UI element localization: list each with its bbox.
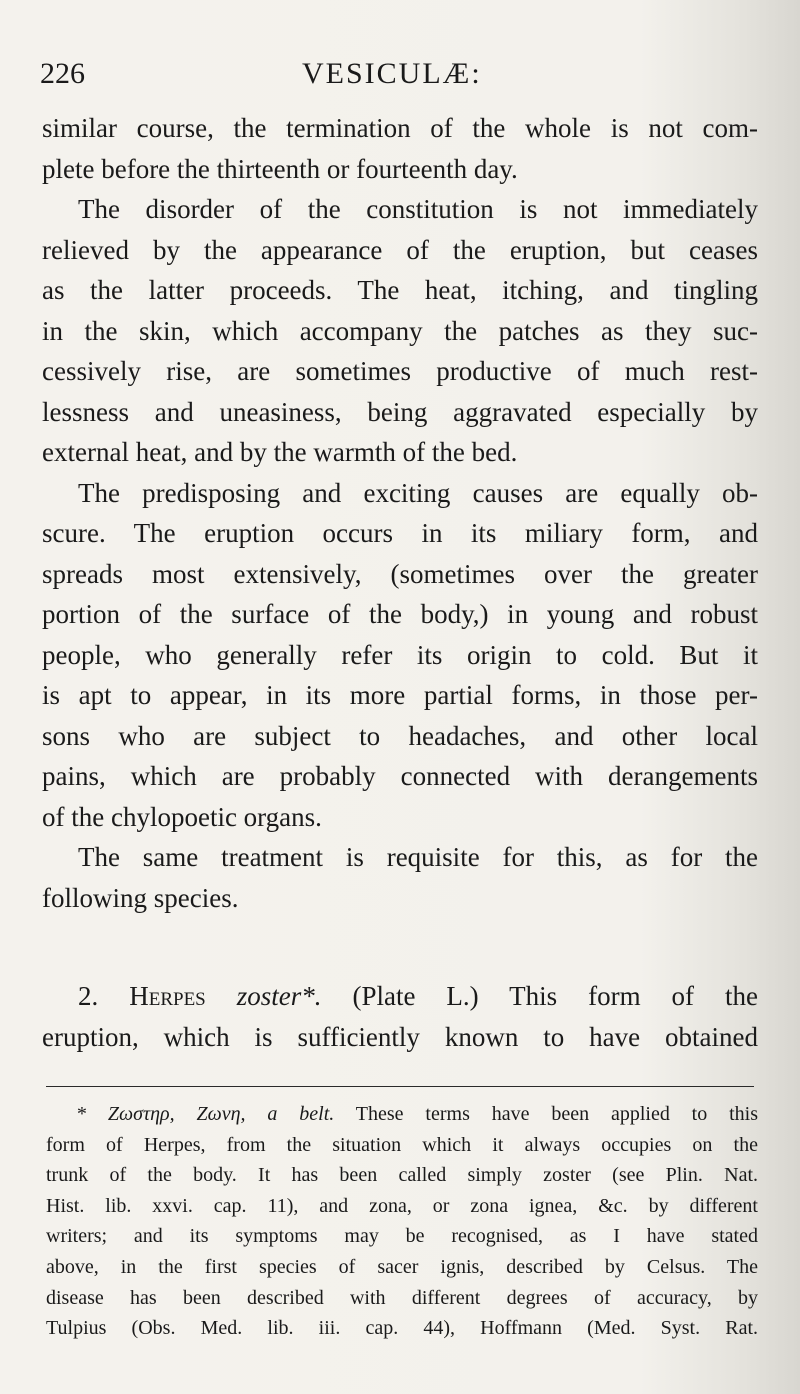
text-line: portion of the surface of the body,) in young and robust — [42, 599, 758, 629]
footnote-line: disease has been described with different degrees of accuracy, by — [46, 1286, 758, 1309]
text-line: eruption, which is sufficiently known to have obtained — [42, 1021, 758, 1052]
plate-reference: (Plate L.) — [352, 981, 479, 1011]
species-name: zoster*. — [236, 981, 322, 1011]
text-line: sons who are subject to headaches, and other local — [42, 720, 758, 751]
footnote-line: Tulpius (Obs. Med. lib. iii. cap. 44), Hoffmann (Med. Syst. Rat. — [46, 1317, 758, 1340]
text-line: as the latter proceeds. The heat, itching, and tingling — [42, 275, 758, 305]
paragraph-first-line: The disorder of the constitution is not immediately — [78, 194, 758, 224]
footnote-lead: * Ζωστηρ, Ζωνη, a belt. — [76, 1103, 335, 1125]
footnote-line: Hist. lib. xxvi. cap. 11), and zona, or zona ignea, &c. by different — [46, 1194, 758, 1217]
text-line: following species. — [42, 882, 239, 913]
footnote-line: writers; and its symptoms may be recognised, as I have stated — [46, 1225, 758, 1248]
page-number: 226 — [40, 57, 85, 90]
section-heading-line — [42, 976, 758, 1017]
footnote-line: trunk of the body. It has been called simply zoster (see Plin. Nat. — [46, 1164, 758, 1187]
section-gap — [42, 918, 758, 976]
footnote-rule — [46, 1086, 754, 1087]
genus-name: Herpes — [129, 981, 206, 1011]
text-line: lessness and uneasiness, being aggravated especially by — [42, 396, 758, 427]
text-line: external heat, and by the warmth of the bed. — [42, 437, 518, 467]
footnote — [46, 1099, 758, 1344]
running-head: VESICULÆ: — [302, 57, 482, 90]
section-number: 2. — [78, 981, 99, 1011]
text-line: spreads most extensively, (sometimes over the greater — [42, 558, 758, 589]
text-line: scure. The eruption occurs in its miliary form, and — [42, 518, 758, 548]
text-line: people, who generally refer its origin to cold. But it — [42, 639, 758, 670]
page-header — [40, 50, 760, 98]
text-line: of the chylopoetic organs. — [42, 801, 322, 832]
text-line: is apt to appear, in its more partial forms, in those per- — [42, 680, 758, 710]
footnote-line: above, in the first species of sacer ignis, described by Celsus. The — [46, 1255, 758, 1278]
section-text: This form of the — [509, 981, 758, 1011]
footnote-first-line — [46, 1099, 758, 1130]
text-line: similar course, the termination of the whole is not com- — [42, 113, 758, 143]
paragraph-first-line: The predisposing and exciting causes are equally ob- — [78, 477, 758, 508]
text-line: pains, which are probably connected with derangements — [42, 761, 758, 791]
text-line: cessively rise, are sometimes productive of much rest- — [42, 356, 758, 386]
footnote-text: These terms have been applied to this — [355, 1103, 759, 1125]
text-line: relieved by the appearance of the eruption, but ceases — [42, 234, 758, 265]
main-text — [42, 108, 758, 1057]
text-line: plete before the thirteenth or fourteenth day. — [42, 153, 518, 184]
paragraph-first-line: The same treatment is requisite for this, as for the — [78, 842, 758, 872]
text-line: in the skin, which accompany the patches as they suc- — [42, 315, 758, 346]
footnote-line: form of Herpes, from the situation which it always occupies on the — [46, 1133, 758, 1156]
